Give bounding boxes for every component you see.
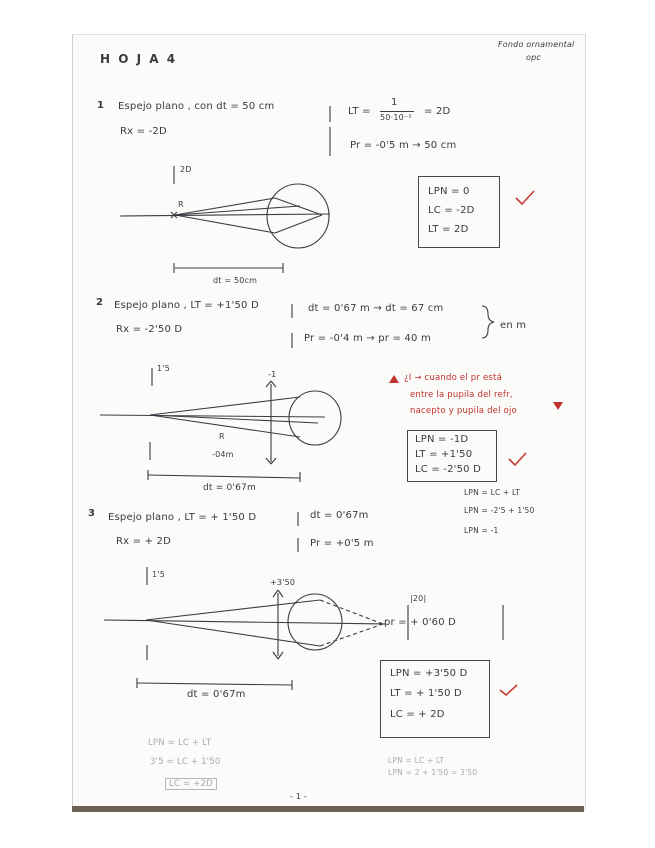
exercise-2-note-line-1: ¿I → cuando el pr está: [404, 373, 502, 383]
exercise-2-number: 2: [96, 297, 104, 308]
exercise-2-statement: Espejo plano , LT = +1'50 D: [114, 300, 259, 311]
exercise-1-lt-result: = 2D: [424, 106, 451, 117]
exercise-3-label-20: |20|: [410, 594, 427, 603]
exercise-3-calc-right-2: LPN = 2 + 1'50 = 3'50: [388, 768, 478, 777]
exercise-3-box-line-2: LT = + 1'50 D: [390, 688, 462, 699]
exercise-3-distance: dt = 0'67m: [187, 689, 246, 700]
exercise-2-lens-label: -1: [268, 370, 277, 379]
exercise-2-dt-line: dt = 0'67 m → dt = 67 cm: [308, 303, 444, 314]
exercise-2-side-calc-3: LPN = -1: [464, 526, 499, 535]
exercise-3-calc-right-1: LPN = LC + LT: [388, 756, 445, 765]
exercise-2-box-line-2: LT = +1'50: [415, 449, 473, 460]
exercise-1-box-line-1: LPN = 0: [428, 186, 470, 197]
exercise-1-box-line-3: LT = 2D: [428, 224, 469, 235]
exercise-1-box-line-2: LC = -2D: [428, 205, 475, 216]
exercise-3-calc-left-1: LPN = LC + LT: [148, 738, 212, 748]
exercise-3-calc-left-2: 3'5 = LC + 1'50: [150, 757, 221, 767]
exercise-3-statement: Espejo plano , LT = + 1'50 D: [108, 512, 257, 523]
author-subtitle: opc: [526, 53, 541, 62]
exercise-2-note-line-2: entre la pupila del refr,: [410, 390, 513, 400]
page-number: - 1 -: [290, 792, 307, 801]
exercise-1-lt: LT =: [348, 106, 371, 117]
exercise-1-lt-denominator: 50·10⁻²: [380, 113, 412, 122]
exercise-1-number: 1: [97, 100, 105, 111]
exercise-2-side-calc-2: LPN = -2'5 + 1'50: [464, 506, 535, 515]
exercise-2-box-line-1: LPN = -1D: [415, 434, 469, 445]
exercise-3-lens-power: 1'5: [152, 570, 165, 579]
exercise-2-rx: Rx = -2'50 D: [116, 324, 183, 335]
exercise-1-rx: Rx = -2D: [120, 126, 167, 137]
exercise-3-box-line-1: LPN = +3'50 D: [390, 668, 468, 679]
exercise-2-side-calc-1: LPN = LC + LT: [464, 488, 521, 497]
exercise-3-box-line-3: LC = + 2D: [390, 709, 445, 720]
page-title: H O J A 4: [100, 52, 178, 66]
exercise-3-pr-label: pr = + 0'60 D: [384, 617, 457, 628]
fraction-bar: [380, 111, 414, 112]
exercise-2-point-r-value: -04m: [212, 450, 234, 459]
exercise-3-pr-line: Pr = +0'5 m: [310, 538, 374, 549]
exercise-1-point-r: R: [178, 200, 184, 209]
exercise-3-dt-line: dt = 0'67m: [310, 510, 369, 521]
exercise-2-box-line-3: LC = -2'50 D: [415, 464, 482, 475]
exercise-3-lens-label: +3'50: [270, 578, 296, 587]
exercise-3-calc-left-3: LC = +2D: [165, 778, 217, 790]
exercise-3-rx: Rx = + 2D: [116, 536, 172, 547]
exercise-2-note-line-3: nacepto y pupila del ojo: [410, 406, 517, 416]
exercise-2-distance: dt = 0'67m: [203, 483, 256, 493]
exercise-1-distance: dt = 50cm: [213, 276, 258, 285]
author-name: Fondo ornamental: [498, 40, 575, 49]
exercise-1-statement: Espejo plano , con dt = 50 cm: [118, 101, 275, 112]
exercise-1-lens-power: 2D: [180, 165, 192, 174]
exercise-3-number: 3: [88, 508, 96, 519]
exercise-1-lt-numerator: 1: [391, 97, 398, 108]
exercise-2-lens-power: 1'5: [157, 364, 170, 373]
exercise-2-pr-line: Pr = -0'4 m → pr = 40 m: [304, 333, 431, 344]
exercise-2-units-note: en m: [500, 320, 527, 331]
exercise-1-pr: Pr = -0'5 m → 50 cm: [350, 140, 457, 151]
exercise-2-point-r: R: [219, 432, 225, 441]
